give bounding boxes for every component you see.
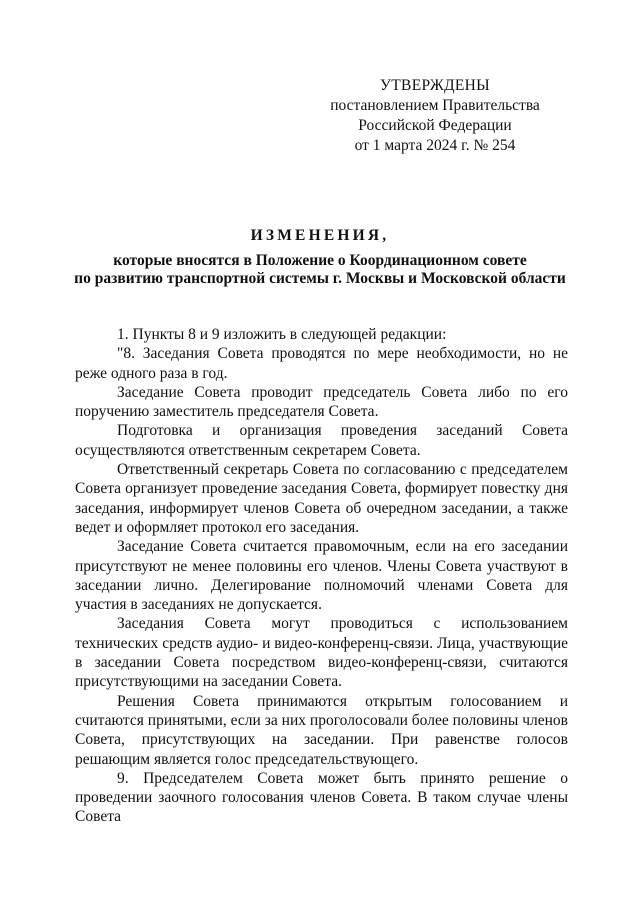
paragraph: Решения Совета принимаются открытым голосованием и считаются принятыми, если за них проголосовали более половины членов Совета, присутствующих на заседании. При равенстве голосов решающим является голос председательствующего. [75,692,568,768]
document-title: ИЗМЕНЕНИЯ, [250,227,390,244]
document-heading [60,226,580,288]
approval-line-3: от 1 марта 2024 г. № 254 [354,137,516,154]
paragraph: 9. Председателем Совета может быть принято решение о проведении заочного голосования членов Совета. В таком случае члены Совета [75,769,568,826]
approval-stamp [330,76,540,156]
approval-line-1: постановлением Правительства [330,97,540,114]
document-subtitle-line-1: которые вносятся в Положение о Координационном совете [113,252,527,269]
approval-title: УТВЕРЖДЕНЫ [380,77,490,94]
paragraph: Заседание Совета проводит председатель Совета либо по его поручению заместитель председателя Совета. [75,383,568,421]
paragraph: Заседания Совета могут проводиться с использованием технических средств аудио- и видео-конференц-связи. Лица, участвующие в заседании Совета посредством видео-конференц-связи, считаются присутствующими на заседании Совета. [75,615,568,691]
paragraph: Заседание Совета считается правомочным, если на его заседании присутствуют не менее половины его членов. Члены Совета участвуют в заседании лично. Делегирование полномочий членами Совета для участия в заседаниях не допускается. [75,538,568,614]
document-subtitle-line-2: по развитию транспортной системы г. Москвы и Московской области [74,270,566,287]
paragraph: Подготовка и организация проведения заседаний Совета осуществляются ответственным секретарем Совета. [75,422,568,459]
paragraph: "8. Заседания Совета проводятся по мере необходимости, но не реже одного раза в год. [75,345,568,382]
paragraph: Ответственный секретарь Совета по согласованию с председателем Совета организует проведение заседания Совета, формирует повестку дня заседания, информирует членов Совета об очередном заседании, а также ведет и оформляет протокол его заседания. [75,461,568,536]
approval-line-2: Российской Федерации [358,117,512,134]
document-body [75,325,568,827]
paragraph: 1. Пункты 8 и 9 изложить в следующей редакции: [117,326,447,343]
